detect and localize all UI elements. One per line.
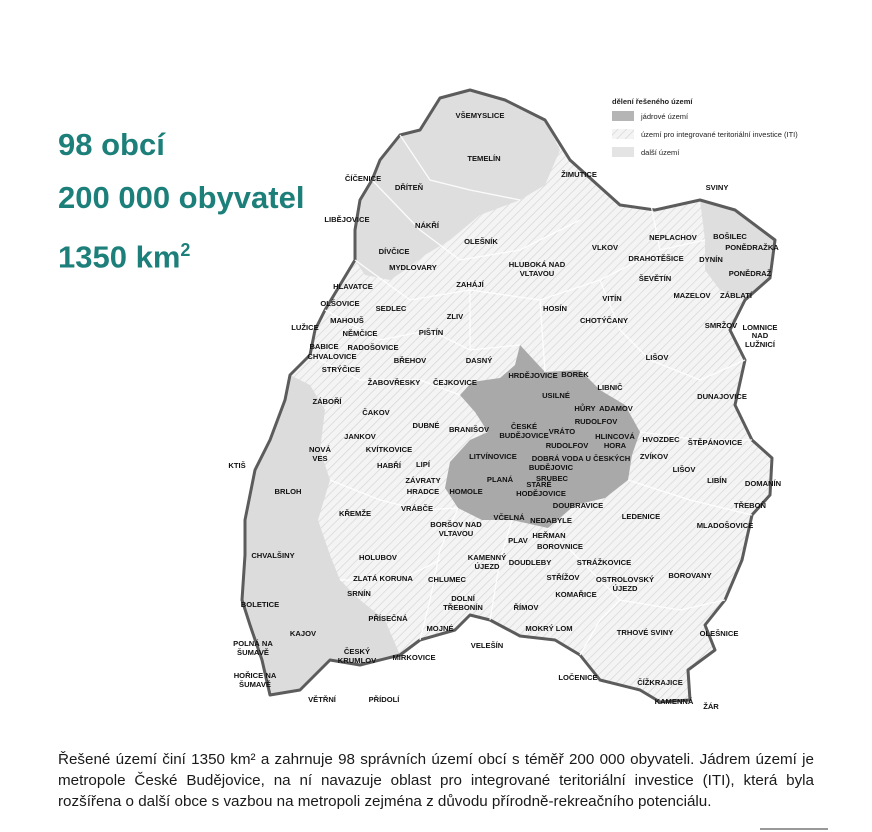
place-label: KVÍTKOVICE [365, 445, 413, 454]
place-label: POLNÁ NA [233, 639, 273, 648]
place-label: NAD [751, 331, 769, 340]
place-label: TŘEBONÍN [443, 603, 483, 612]
place-label: RUDOLFOV [574, 417, 618, 426]
place-label: MIRKOVICE [392, 653, 436, 662]
place-label: NÁKŘÍ [414, 221, 440, 230]
place-label: ČEJKOVICE [433, 378, 477, 387]
place-label: LOČENICE [558, 673, 598, 682]
place-label: ČÍČENICE [344, 174, 382, 183]
place-label: RUDOLFOV [545, 441, 589, 450]
place-label: VLTAVOU [519, 269, 555, 278]
place-label: HOSÍN [542, 304, 568, 313]
place-label: VČELNÁ [493, 513, 525, 522]
place-label: LIBNIČ [597, 383, 623, 392]
place-label: SMRŽOV [704, 321, 738, 330]
place-label: ZVÍKOV [639, 452, 669, 461]
place-label: MAHOUŠ [330, 316, 364, 325]
place-label: DOBRÁ VODA U ČESKÝCH [531, 454, 631, 463]
place-label: SRUBEC [535, 474, 569, 483]
place-label: BRLOH [274, 487, 302, 496]
place-label: VELEŠÍN [470, 641, 504, 650]
place-label: LIPÍ [416, 460, 430, 469]
place-label: BUDĚJOVIC [528, 463, 574, 472]
place-label: HŮRY [574, 404, 596, 413]
place-label: PLAV [508, 536, 528, 545]
place-label: KRUMLOV [337, 656, 377, 665]
place-label: BOREK [561, 370, 589, 379]
place-label: ŠEVĚTÍN [638, 274, 672, 283]
place-label: ZAHÁJÍ [456, 280, 484, 289]
place-label: BOLETICE [240, 600, 280, 609]
place-label: STARÉ [526, 480, 552, 489]
place-label: LOMNICE [742, 323, 778, 332]
place-label: USILNÉ [542, 391, 570, 400]
map-legend [612, 97, 798, 157]
place-label: KTIŠ [228, 461, 246, 470]
place-label: HRDĚJOVICE [508, 371, 558, 380]
place-label: TEMELÍN [467, 154, 501, 163]
place-label: CHVALOVICE [307, 352, 357, 361]
place-label: DOUDLEBY [508, 558, 552, 567]
place-label: PŘÍSEČNÁ [368, 614, 408, 623]
place-label: KŘEMŽE [338, 509, 372, 518]
place-label: BOROVNICE [537, 542, 583, 551]
place-label: MLADOŠOVICE [696, 521, 754, 530]
place-label: BŘEHOV [393, 356, 427, 365]
place-label: ŠUMAVĚ [239, 680, 271, 689]
place-label: NOVÁ [309, 445, 331, 454]
place-label: PIŠTÍN [418, 328, 444, 337]
area-unit-exponent: 2 [180, 240, 191, 260]
place-label: PONĚDRAŽKA [725, 243, 779, 252]
place-label: ADAMOV [599, 404, 633, 413]
place-label: NĚMČICE [342, 329, 378, 338]
place-label: CHVALŠINY [251, 551, 295, 560]
place-label: DÍVČICE [378, 247, 410, 256]
place-label: NEDABYLE [530, 516, 572, 525]
place-label: VŠEMYSLICE [455, 111, 505, 120]
place-label: KAMENNÝ [467, 553, 507, 562]
place-label: ŘÍMOV [513, 603, 539, 612]
place-label: DYNÍN [699, 255, 723, 264]
place-label: HLINCOVÁ [595, 432, 635, 441]
place-label: PONĚDRAŽ [728, 269, 772, 278]
place-label: ZÁVRATY [405, 476, 441, 485]
place-label: RADOŠOVICE [347, 343, 399, 352]
place-label: BORŠOV NAD [430, 520, 482, 529]
place-label: LITVÍNOVICE [469, 452, 517, 461]
legend-swatch-iti [612, 129, 634, 139]
place-label: DŘÍTEŇ [394, 183, 424, 192]
place-label: ÚJEZD [612, 584, 638, 593]
population-count: 200 000 obyvatel [58, 180, 305, 215]
place-label: SVINY [705, 183, 729, 192]
place-label: CHOTÝČANY [579, 316, 629, 325]
place-label: TRHOVÉ SVINY [616, 628, 674, 637]
place-label: VRÁBČE [400, 504, 434, 513]
place-label: KAMENNÁ [654, 697, 694, 706]
place-label: LUŽICE [291, 323, 319, 332]
place-label: VLTAVOU [438, 529, 474, 538]
place-label: LIBÍN [707, 476, 727, 485]
place-label: ZLIV [446, 312, 464, 321]
place-label: LIŠOV [645, 353, 669, 362]
legend-label-iti: území pro integrované teritoriální investice (ITI) [641, 130, 798, 139]
place-label: VĚTŘNÍ [308, 695, 336, 704]
place-label: LEDENICE [621, 512, 661, 521]
place-label: BRANIŠOV [448, 425, 490, 434]
place-label: HOMOLE [449, 487, 483, 496]
place-label: STŘÍŽOV [546, 573, 580, 582]
place-label: PLANÁ [486, 475, 514, 484]
place-label: KOMAŘICE [555, 590, 597, 599]
place-label: SEDLEC [375, 304, 407, 313]
legend-swatch-core [612, 111, 634, 121]
place-label: LIBĚJOVICE [324, 215, 370, 224]
place-label: DASNÝ [465, 356, 493, 365]
place-label: BOŠILEC [713, 232, 747, 241]
place-label: CHLUMEC [428, 575, 466, 584]
place-label: VRÁTO [548, 427, 576, 436]
place-label: DOMANÍN [744, 479, 782, 488]
legend-label-other: další území [641, 148, 680, 157]
legend-label-core: jádrové území [641, 112, 689, 121]
place-label: HRADCE [406, 487, 440, 496]
decorative-divider [760, 828, 828, 830]
place-label: ŠTĚPÁNOVICE [687, 438, 743, 447]
place-label: ZÁBLATÍ [720, 291, 752, 300]
place-label: OLŠOVICE [320, 299, 360, 308]
place-label: DRAHOTĚŠICE [628, 254, 684, 263]
place-label: HLAVATCE [333, 282, 373, 291]
place-label: ČAKOV [362, 408, 390, 417]
place-label: VLKOV [591, 243, 619, 252]
place-label: ŽABOVŘESKY [367, 378, 421, 387]
place-label: BABICE [309, 342, 339, 351]
place-label: SRNÍN [347, 589, 371, 598]
place-label: MOKRÝ LOM [525, 624, 573, 633]
municipalities-count: 98 obcí [58, 127, 165, 162]
place-label: ČESKÉ [510, 422, 538, 431]
place-label: MOJNÉ [426, 624, 454, 633]
place-label: OLEŠNICE [699, 629, 739, 638]
place-label: LIŠOV [672, 465, 696, 474]
place-label: MYDLOVARY [389, 263, 437, 272]
place-label: HOŘICE NA [233, 671, 277, 680]
place-label: ČÍŽKRAJICE [637, 678, 683, 687]
place-label: HVOZDEC [642, 435, 680, 444]
place-label: DOLNÍ [451, 594, 475, 603]
place-label: ÚJEZD [474, 562, 500, 571]
place-label: BUDĚJOVICE [499, 431, 549, 440]
place-label: STRÝČICE [321, 365, 361, 374]
place-label: JANKOV [344, 432, 376, 441]
place-label: MAZELOV [673, 291, 711, 300]
place-label: DUBNÉ [412, 421, 440, 430]
place-label: STRÁŽKOVICE [576, 558, 632, 567]
place-label: ZÁBOŘÍ [312, 397, 342, 406]
place-label: LUŽNICÍ [745, 340, 775, 349]
place-label: ČESKÝ [343, 647, 371, 656]
place-label: HABŘÍ [376, 461, 402, 470]
place-label: TŘEBOŇ [733, 501, 767, 510]
place-label: NEPLACHOV [649, 233, 697, 242]
place-label: HLUBOKÁ NAD [508, 260, 566, 269]
place-label: VITÍN [602, 294, 622, 303]
place-label: HEŘMAN [532, 531, 566, 540]
place-label: ŽIMUTICE [561, 170, 597, 179]
place-label: HORA [603, 441, 627, 450]
legend-title: dělení řešeného území [612, 97, 693, 106]
place-label: ZLATÁ KORUNA [353, 574, 413, 583]
place-label: ŽÁR [703, 702, 719, 711]
place-label: KAJOV [289, 629, 317, 638]
place-label: ŠUMAVĚ [237, 648, 269, 657]
place-label: OLEŠNÍK [464, 237, 498, 246]
map-caption: Řešené území činí 1350 km² a zahrnuje 98 správních území obcí s téměř 200 000 obyvateli. Jádrem území je metropole České Budějovice, na ní navazuje oblast pro integrované teritoriální investice (ITI), která byla rozšířena o další obce s vazbou na metropoli zejména z důvodu přírodně-rekreačního potenciálu. [58, 751, 814, 811]
place-label: BOROVANY [668, 571, 712, 580]
place-label: VES [312, 454, 328, 463]
place-label: HOLUBOV [359, 553, 397, 562]
legend-swatch-other [612, 147, 634, 157]
place-label: HODĚJOVICE [516, 489, 566, 498]
place-label: DOUBRAVICE [552, 501, 604, 510]
place-label: DUNAJOVICE [697, 392, 747, 401]
area-value: 1350 km [58, 239, 181, 275]
place-label: PŘÍDOLÍ [368, 695, 400, 704]
place-label: OSTROLOVSKÝ [595, 575, 655, 584]
